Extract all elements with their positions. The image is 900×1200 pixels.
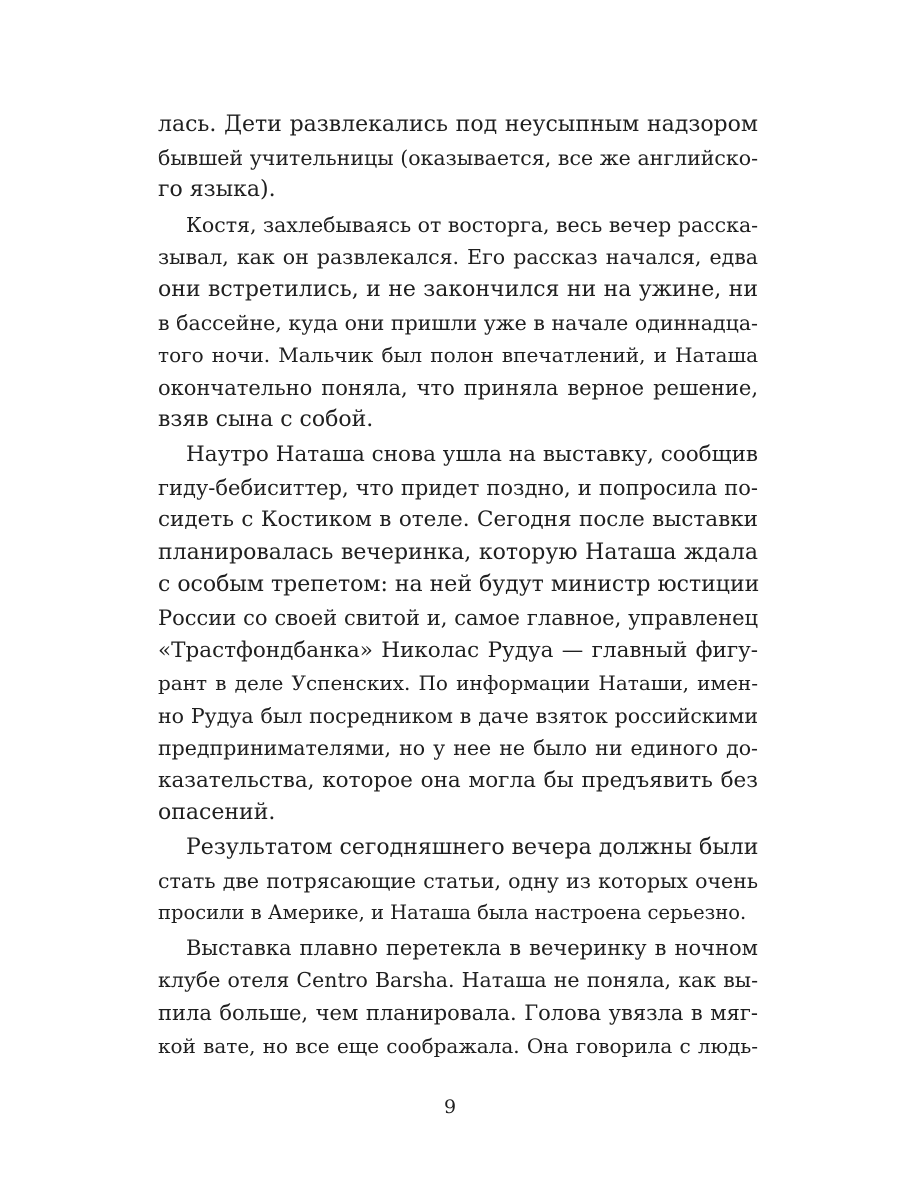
text-line: окончательно поняла, что приняла верное решение, bbox=[158, 375, 758, 400]
text-line: Выставка плавно перетекла в вечеринку в ночном bbox=[186, 935, 758, 960]
paragraph bbox=[158, 932, 758, 1062]
text-line: предпринимателями, но у нее не было ни единого до- bbox=[158, 736, 758, 761]
page-number: 9 bbox=[443, 1096, 457, 1118]
text-line: опасений. bbox=[158, 800, 276, 826]
text-line: России со своей свитой и, самое главное, управленец bbox=[158, 605, 758, 630]
text-line: в бассейне, куда они пришли уже в начале одиннадца- bbox=[158, 310, 758, 335]
text-line: казательства, которое она могла бы предъявить без bbox=[158, 767, 758, 793]
text-line: рант в деле Успенских. По информации Наташи, имен- bbox=[158, 671, 758, 696]
text-line: го языка). bbox=[158, 177, 276, 203]
body-text bbox=[158, 109, 758, 1062]
text-line: кой вате, но все еще соображала. Она говорила с людь- bbox=[158, 1033, 758, 1058]
paragraph bbox=[158, 109, 758, 207]
text-line: они встретились, и не закончился ни на ужине, ни bbox=[158, 276, 758, 302]
text-line: пила больше, чем планировала. Голова увязла в мяг- bbox=[158, 1001, 758, 1026]
text-line: Наутро Наташа снова ушла на выставку, сообщив bbox=[186, 441, 758, 467]
text-line: Результатом сегодняшнего вечера должны были bbox=[186, 835, 759, 861]
text-line: с особым трепетом: на ней будут министр юстиции bbox=[158, 572, 760, 598]
paragraph bbox=[158, 209, 758, 437]
text-line: планировалась вечеринка, которую Наташа ждала bbox=[158, 539, 758, 565]
text-line: сидеть с Костиком в отеле. Сегодня после выставки bbox=[158, 507, 758, 533]
text-line: зывал, как он развлекался. Его рассказ начался, едва bbox=[158, 245, 758, 270]
text-line: лась. Дети развлекались под неусыпным надзором bbox=[158, 112, 758, 137]
text-line: просили в Америке, и Наташа была настроена серьезно. bbox=[158, 901, 747, 925]
text-line: но Рудуа был посредником в даче взяток российскими bbox=[158, 703, 758, 728]
text-line: бывшей учительницы (оказывается, все же английско- bbox=[158, 145, 758, 170]
text-line: Костя, захлебываясь от восторга, весь вечер расска- bbox=[186, 212, 759, 237]
text-line: того ночи. Мальчик был полон впечатлений, и Наташа bbox=[158, 343, 758, 368]
text-line: «Трастфондбанка» Николас Рудуа — главный фигу- bbox=[158, 637, 758, 663]
text-line: клубе отеля Centro Barsha. Наташа не поняла, как вы- bbox=[158, 968, 758, 993]
text-line: взяв сына с собой. bbox=[158, 407, 374, 433]
text-line: стать две потрясающие статьи, одну из которых очень bbox=[158, 868, 758, 893]
text-line: гиду-бебиситтер, что придет поздно, и попросила по- bbox=[158, 475, 758, 500]
paragraph bbox=[158, 832, 758, 930]
paragraph bbox=[158, 439, 758, 830]
